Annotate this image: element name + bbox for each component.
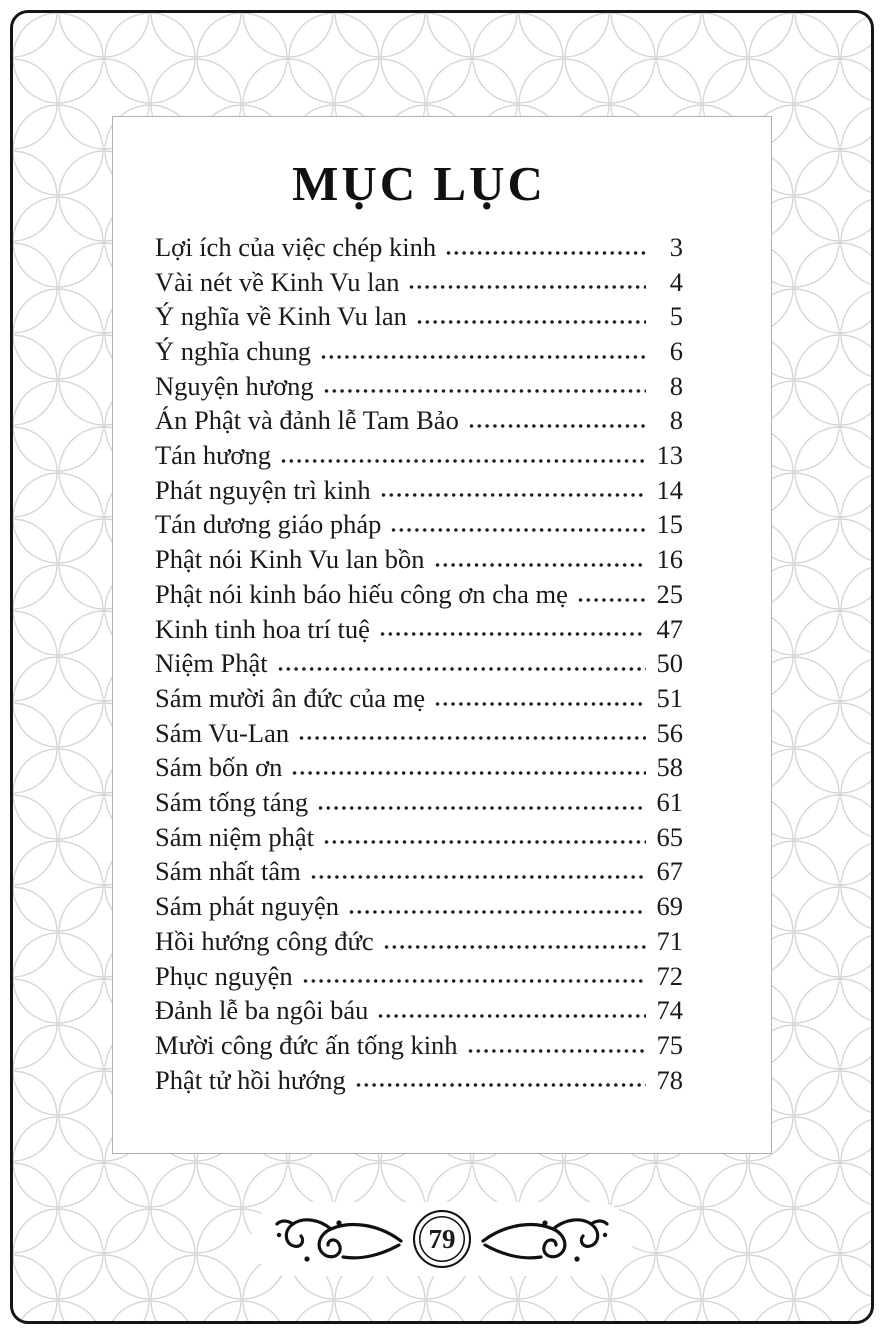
toc-entry	[155, 889, 683, 924]
toc-entry-page: 25	[656, 578, 683, 609]
toc-entry-title: Nguyện hương	[155, 370, 314, 401]
toc-leader-dots	[348, 906, 646, 918]
toc-leader-dots	[323, 836, 646, 848]
toc-leader-dots	[291, 767, 646, 779]
toc-entry-page: 58	[656, 752, 683, 783]
toc-entry-title: Tán dương giáo pháp	[155, 509, 382, 540]
toc-entry-title: Kinh tinh hoa trí tuệ	[155, 613, 370, 644]
toc-entry-title: Phật tử hồi hướng	[155, 1064, 346, 1095]
toc-leader-dots	[408, 281, 646, 293]
toc-entry-title: Phật nói kinh báo hiếu công ơn cha mẹ	[155, 578, 568, 609]
toc-leader-dots	[320, 351, 646, 363]
toc-leader-dots	[434, 698, 646, 710]
toc-entry-title: Sám niệm phật	[155, 821, 314, 852]
toc-leader-dots	[380, 489, 646, 501]
toc-entry	[155, 265, 683, 300]
toc-leader-dots	[302, 975, 646, 987]
toc-entry-page: 74	[656, 995, 683, 1026]
toc-leader-dots	[445, 247, 646, 259]
toc-entry-title: Sám Vu-Lan	[155, 717, 290, 748]
toc-entry	[155, 750, 683, 785]
toc-leader-dots	[390, 524, 646, 536]
toc-leader-dots	[467, 1045, 646, 1057]
toc-leader-dots	[317, 802, 646, 814]
toc-entry-page: 56	[656, 717, 683, 748]
toc-entry-title: Niệm Phật	[155, 648, 268, 679]
toc-list	[155, 230, 683, 1098]
toc-entry	[155, 612, 683, 647]
toc-entry-title: Sám tống táng	[155, 787, 309, 818]
toc-entry-title: Phát nguyện trì kinh	[155, 474, 371, 505]
toc-entry-page: 13	[656, 440, 683, 471]
toc-entry-page: 8	[669, 370, 683, 401]
page-number: 79	[428, 1223, 456, 1254]
content-frame	[112, 116, 772, 1154]
toc-entry-page: 6	[669, 335, 683, 366]
toc-leader-dots	[280, 455, 646, 467]
toc-entry-page: 8	[669, 405, 683, 436]
toc-entry	[155, 993, 683, 1028]
toc-entry	[155, 403, 683, 438]
toc-entry	[155, 299, 683, 334]
toc-entry-title: Hồi hướng công đức	[155, 925, 374, 956]
toc-entry-page: 75	[656, 1029, 683, 1060]
toc-leader-dots	[355, 1079, 646, 1091]
toc-entry	[155, 369, 683, 404]
toc-entry	[155, 1028, 683, 1063]
toc-leader-dots	[323, 385, 646, 397]
toc-entry	[155, 681, 683, 716]
toc-leader-dots	[416, 316, 646, 328]
toc-entry-page: 51	[656, 682, 683, 713]
flourish-left-icon	[273, 1211, 403, 1267]
toc-entry	[155, 854, 683, 889]
toc-entry-title: Án Phật và đảnh lễ Tam Bảo	[155, 405, 459, 436]
toc-leader-dots	[468, 420, 646, 432]
toc-entry	[155, 1063, 683, 1098]
toc-entry-title: Ý nghĩa về Kinh Vu lan	[155, 301, 407, 332]
toc-entry-title: Sám nhất tâm	[155, 856, 301, 887]
toc-leader-dots	[577, 594, 646, 606]
toc-leader-dots	[277, 663, 646, 675]
toc-entry	[155, 438, 683, 473]
page-title: MỤC LỤC	[292, 156, 546, 211]
toc-leader-dots	[298, 732, 646, 744]
toc-entry	[155, 924, 683, 959]
toc-entry	[155, 542, 683, 577]
toc-entry-title: Phật nói Kinh Vu lan bồn	[155, 544, 425, 575]
toc-entry-title: Vài nét về Kinh Vu lan	[155, 266, 400, 297]
toc-entry-title: Tán hương	[155, 440, 271, 471]
toc-entry-page: 67	[656, 856, 683, 887]
toc-entry-page: 78	[656, 1064, 683, 1095]
toc-leader-dots	[434, 559, 646, 571]
toc-entry-page: 3	[669, 231, 683, 262]
toc-entry	[155, 473, 683, 508]
toc-entry	[155, 820, 683, 855]
toc-entry-title: Mười công đức ấn tống kinh	[155, 1029, 458, 1060]
toc-entry-page: 61	[656, 787, 683, 818]
toc-entry-page: 16	[656, 544, 683, 575]
toc-entry-title: Sám mười ân đức của mẹ	[155, 682, 426, 713]
toc-entry	[155, 334, 683, 369]
toc-entry-page: 71	[656, 925, 683, 956]
toc-entry-page: 14	[656, 474, 683, 505]
flourish-right-icon	[481, 1211, 611, 1267]
toc-leader-dots	[377, 1010, 646, 1022]
toc-entry-page: 4	[669, 266, 683, 297]
toc-entry-page: 15	[656, 509, 683, 540]
toc-entry-title: Sám phát nguyện	[155, 891, 339, 922]
toc-leader-dots	[383, 941, 646, 953]
toc-entry-title: Sám bốn ơn	[155, 752, 283, 783]
toc-entry	[155, 646, 683, 681]
toc-leader-dots	[310, 871, 646, 883]
toc-entry	[155, 959, 683, 994]
toc-entry-page: 65	[656, 821, 683, 852]
toc-entry-page: 47	[656, 613, 683, 644]
toc-entry-page: 5	[669, 301, 683, 332]
footer-ornament	[251, 1202, 633, 1276]
toc-entry	[155, 230, 683, 265]
toc-entry	[155, 577, 683, 612]
page-number-badge	[413, 1210, 471, 1268]
toc-entry-title: Phục nguyện	[155, 960, 293, 991]
toc-entry-page: 69	[656, 891, 683, 922]
toc-entry-page: 72	[656, 960, 683, 991]
toc-entry-title: Ý nghĩa chung	[155, 335, 312, 366]
toc-entry	[155, 785, 683, 820]
toc-entry-title: Lợi ích của việc chép kinh	[155, 231, 437, 262]
toc-leader-dots	[379, 628, 646, 640]
toc-entry	[155, 507, 683, 542]
toc-entry-page: 50	[656, 648, 683, 679]
toc-entry	[155, 716, 683, 751]
toc-entry-title: Đảnh lễ ba ngôi báu	[155, 995, 369, 1026]
